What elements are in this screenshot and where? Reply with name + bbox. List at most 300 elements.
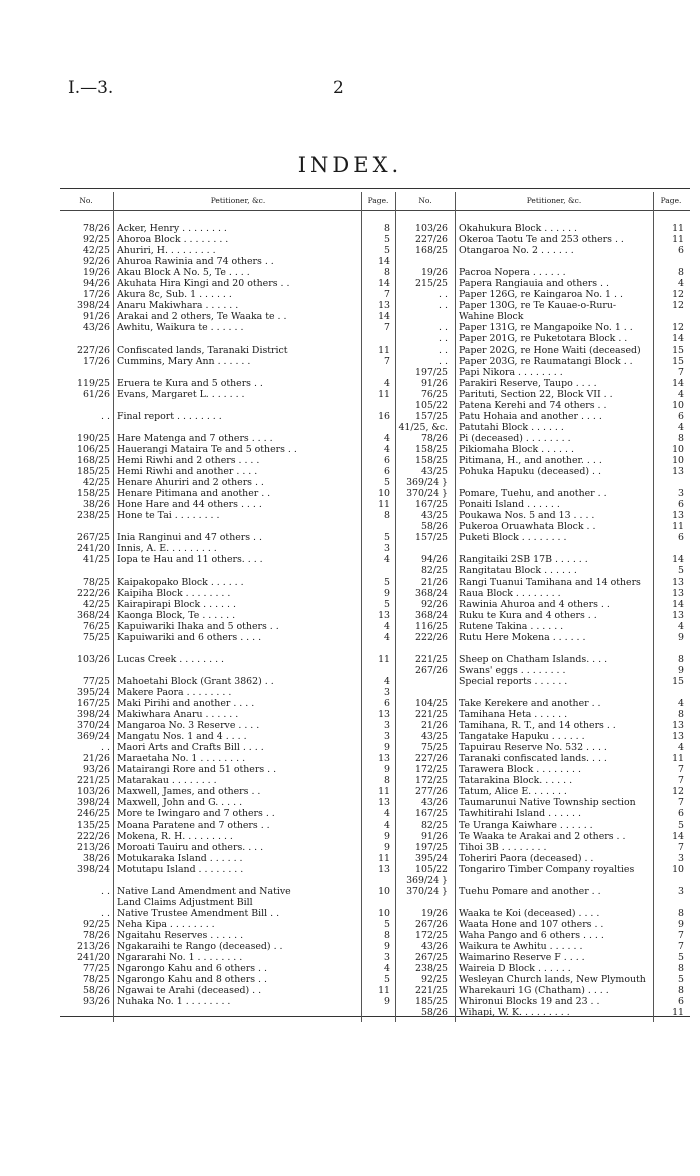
- entry-page: 12: [672, 322, 684, 334]
- entry-number: 221/25: [415, 653, 448, 665]
- index-row: [396, 996, 690, 1007]
- entry-petitioner: Rawinia Ahuroa and 4 others . .: [459, 598, 610, 610]
- index-row: [60, 930, 396, 941]
- index-row: [60, 753, 396, 764]
- entry-petitioner: More te Iwingaro and 7 others . .: [117, 808, 275, 820]
- index-row: [396, 444, 690, 455]
- entry-petitioner: Ngaitahu Reserves . . . . . .: [117, 930, 244, 941]
- entry-page: 3: [678, 488, 684, 500]
- entry-number: . .: [101, 742, 110, 754]
- index-row: [396, 256, 690, 267]
- entry-number: 197/25: [415, 366, 448, 378]
- entry-petitioner: Ahuriri, H. . . . . . . . .: [117, 245, 216, 257]
- entry-petitioner: Henare Pitimana and another . .: [117, 488, 271, 500]
- entry-number: 19/26: [420, 267, 448, 279]
- entry-petitioner: Makiwhara Anaru . . . . . .: [117, 709, 239, 721]
- index-row: [396, 753, 690, 764]
- entry-petitioner: Toheriri Paora (deceased) . .: [459, 852, 594, 864]
- index-row: [60, 356, 396, 367]
- entry-number: 92/26: [82, 256, 110, 268]
- entry-number: 227/26: [77, 344, 110, 356]
- entry-petitioner: Native Trustee Amendment Bill . .: [117, 907, 280, 919]
- entry-page: 13: [672, 466, 684, 478]
- entry-number: 368/24: [415, 587, 448, 599]
- entry-page: 7: [678, 841, 684, 853]
- entry-petitioner: Raua Block . . . . . . . .: [459, 587, 561, 599]
- index-row: [60, 665, 396, 676]
- entry-page: 15: [672, 344, 684, 356]
- entry-number: 167/25: [77, 698, 110, 710]
- entry-petitioner: Taranaki confiscated lands. . . .: [459, 753, 607, 765]
- entry-number: 43/26: [420, 941, 448, 953]
- entry-petitioner: Parakiri Reserve, Taupo . . . .: [459, 377, 597, 389]
- entry-petitioner: Ponaiti Island . . . . . .: [459, 499, 560, 511]
- entry-page: 13: [378, 863, 390, 875]
- entry-number: 185/25: [415, 996, 448, 1008]
- entry-petitioner: Puketi Block . . . . . . . .: [459, 532, 567, 544]
- index-row: [396, 908, 690, 919]
- index-row: [396, 709, 690, 720]
- entry-page: 9: [384, 996, 390, 1008]
- entry-petitioner: Makere Paora . . . . . . . .: [117, 686, 232, 698]
- index-row: [60, 345, 396, 356]
- entry-number: 92/26: [420, 598, 448, 610]
- entry-number: 370/24 }: [406, 488, 448, 500]
- index-row: [396, 543, 690, 554]
- entry-number: 395/24: [415, 852, 448, 864]
- entry-page: 8: [678, 432, 684, 444]
- entry-page: 11: [672, 1007, 684, 1019]
- entry-petitioner: Pi (deceased) . . . . . . . .: [459, 432, 571, 444]
- entry-page: 15: [672, 355, 684, 367]
- index-row: [60, 709, 396, 720]
- index-row: [60, 577, 396, 588]
- entry-petitioner: Hone te Tai . . . . . . . .: [117, 510, 220, 522]
- index-row: [396, 466, 690, 477]
- index-row: [60, 775, 396, 786]
- index-row: [396, 267, 690, 278]
- entry-number: 78/26: [420, 432, 448, 444]
- entry-page: 8: [678, 963, 684, 975]
- entry-page: 14: [672, 830, 684, 842]
- index-row: [396, 333, 690, 344]
- entry-petitioner: Patu Hohaia and another . . . .: [459, 410, 602, 422]
- entry-number: 78/25: [82, 576, 110, 588]
- index-row: [60, 985, 396, 996]
- index-row: [60, 941, 396, 952]
- entry-petitioner: Wahine Block: [459, 311, 524, 323]
- index-row: [396, 654, 690, 665]
- entry-petitioner: Paper 131G, re Mangapoike No. 1 . .: [459, 322, 633, 334]
- entry-number: 369/24: [77, 731, 110, 743]
- entry-number: 21/26: [420, 720, 448, 732]
- entry-petitioner: Kaonga Block, Te . . . . . .: [117, 609, 236, 621]
- entry-number: 395/24: [77, 686, 110, 698]
- index-row: [60, 256, 396, 267]
- entry-number: 398/24: [77, 709, 110, 721]
- entry-petitioner: Take Kerekere and another . .: [459, 698, 601, 710]
- index-row: [60, 875, 396, 886]
- entry-number: 119/25: [77, 377, 110, 389]
- entry-page: 13: [378, 609, 390, 621]
- entry-number: 241/20: [77, 952, 110, 964]
- entry-page: 9: [678, 631, 684, 643]
- entry-number: 227/26: [415, 753, 448, 765]
- entry-page: 13: [378, 300, 390, 312]
- entry-page: 13: [672, 587, 684, 599]
- entry-petitioner: Tangatake Hapuku . . . . . .: [459, 731, 585, 743]
- index-row: [396, 322, 690, 333]
- right-rows: [396, 223, 690, 1018]
- entry-number: 41/25: [82, 554, 110, 566]
- entry-page: 4: [678, 742, 684, 754]
- entry-petitioner: Tongariro Timber Company royalties: [459, 863, 635, 875]
- entry-page: 9: [384, 830, 390, 842]
- entry-page: 4: [384, 963, 390, 975]
- index-row: [60, 687, 396, 698]
- index-row: [396, 775, 690, 786]
- entry-page: 10: [672, 399, 684, 411]
- entry-number: 167/25: [415, 499, 448, 511]
- entry-petitioner: Henare Ahuriri and 2 others . .: [117, 477, 264, 489]
- entry-number: 91/26: [82, 311, 110, 323]
- entry-page: 6: [384, 698, 390, 710]
- entry-number: 82/25: [420, 819, 448, 831]
- index-row: [396, 842, 690, 853]
- entry-number: 19/26: [420, 907, 448, 919]
- entry-page: 7: [678, 930, 684, 941]
- entry-page: 4: [384, 432, 390, 444]
- entry-petitioner: Matarakau . . . . . . . .: [117, 775, 217, 787]
- entry-page: 6: [678, 410, 684, 422]
- entry-page: 5: [678, 565, 684, 577]
- entry-page: 11: [672, 521, 684, 533]
- entry-number: 105/22: [415, 399, 448, 411]
- entry-page: 5: [384, 477, 390, 489]
- entry-page: 7: [678, 764, 684, 776]
- entry-page: 7: [678, 775, 684, 787]
- entry-page: 4: [678, 620, 684, 632]
- entry-number: 61/26: [82, 388, 110, 400]
- entry-number: 41/25, &c.: [398, 421, 448, 433]
- entry-petitioner: Tatum, Alice E. . . . . . .: [459, 786, 567, 798]
- entry-number: 42/25: [82, 598, 110, 610]
- index-row: [60, 245, 396, 256]
- entry-petitioner: Acker, Henry . . . . . . . .: [117, 223, 227, 234]
- entry-petitioner: Motukaraka Island . . . . . .: [117, 852, 243, 864]
- entry-page: 3: [384, 686, 390, 698]
- entry-petitioner: Awhitu, Waikura te . . . . . .: [117, 322, 244, 334]
- entry-number: 370/24 }: [406, 885, 448, 897]
- entry-number: 190/25: [77, 432, 110, 444]
- entry-number: 167/25: [415, 808, 448, 820]
- index-row: [60, 808, 396, 819]
- index-row: [396, 963, 690, 974]
- entry-petitioner: Waaka te Koi (deceased) . . . .: [459, 907, 600, 919]
- index-row: [396, 311, 690, 322]
- entry-petitioner: Mangaroa No. 3 Reserve . . . .: [117, 720, 260, 732]
- entry-petitioner: Ruku te Kura and 4 others . .: [459, 609, 597, 621]
- entry-petitioner: Final report . . . . . . . .: [117, 410, 222, 422]
- entry-number: 221/25: [415, 709, 448, 721]
- entry-page: 10: [378, 907, 390, 919]
- entry-number: 227/26: [415, 234, 448, 246]
- index-row: [60, 886, 396, 897]
- entry-petitioner: Paper 126G, re Kaingaroa No. 1 . .: [459, 289, 623, 301]
- index-row: [396, 698, 690, 709]
- entry-number: 158/25: [415, 443, 448, 455]
- entry-number: 104/25: [415, 698, 448, 710]
- entry-number: 221/25: [415, 985, 448, 997]
- index-row: [396, 411, 690, 422]
- entry-page: 7: [678, 941, 684, 953]
- entry-number: 76/25: [420, 388, 448, 400]
- entry-number: . .: [101, 907, 110, 919]
- entry-petitioner: Eruera te Kura and 5 others . .: [117, 377, 263, 389]
- entry-number: 76/25: [82, 620, 110, 632]
- page-title: INDEX.: [297, 153, 403, 177]
- entry-petitioner: Pukeroa Oruawhata Block . .: [459, 521, 596, 533]
- entry-number: 172/25: [415, 764, 448, 776]
- index-row: [60, 311, 396, 322]
- entry-page: 13: [378, 753, 390, 765]
- page-number: 2: [333, 78, 344, 98]
- entry-page: 8: [678, 653, 684, 665]
- right-column-block: [396, 192, 690, 1022]
- entry-number: . .: [439, 322, 448, 334]
- index-row: [60, 764, 396, 775]
- index-row: [60, 488, 396, 499]
- entry-petitioner: Waireia D Block . . . . . .: [459, 963, 571, 975]
- index-row: [60, 267, 396, 278]
- entry-petitioner: Otangaroa No. 2 . . . . . .: [459, 245, 574, 257]
- entry-page: 9: [678, 918, 684, 930]
- entry-petitioner: Kaipakopako Block . . . . . .: [117, 576, 244, 588]
- entry-petitioner: Pitimana, H., and another. . . .: [459, 454, 602, 466]
- index-row: [60, 333, 396, 344]
- top-rule: [60, 188, 690, 189]
- entry-petitioner: Hauerangi Mataira Te and 5 others . .: [117, 443, 297, 455]
- entry-petitioner: Kaipiha Block . . . . . . . .: [117, 587, 231, 599]
- index-row: [60, 223, 396, 234]
- entry-page: 12: [672, 786, 684, 798]
- entry-petitioner: Tawhitirahi Island . . . . . .: [459, 808, 581, 820]
- entry-number: 103/26: [77, 653, 110, 665]
- entry-petitioner: Ahoroa Block . . . . . . . .: [117, 234, 229, 246]
- entry-petitioner: Hemi Riwhi and 2 others . . . .: [117, 454, 260, 466]
- entry-page: 4: [678, 421, 684, 433]
- index-row: [60, 565, 396, 576]
- entry-petitioner: Kapuiwariki and 6 others . . . .: [117, 631, 262, 643]
- entry-page: 11: [378, 653, 390, 665]
- entry-petitioner: Akuhata Hira Kingi and 20 others . .: [117, 278, 290, 290]
- entry-page: 6: [678, 808, 684, 820]
- entry-petitioner: Anaru Makiwhara . . . . . .: [117, 300, 239, 312]
- entry-petitioner: Tamihana, R. T., and 14 others . .: [459, 720, 616, 732]
- entry-page: 6: [384, 466, 390, 478]
- index-row: [60, 797, 396, 808]
- entry-petitioner: Ngawai te Arahi (deceased) . .: [117, 985, 262, 997]
- index-row: [396, 245, 690, 256]
- entry-number: 368/24: [77, 609, 110, 621]
- index-table: [60, 192, 690, 1022]
- entry-petitioner: Hone Hare and 44 others . . . .: [117, 499, 262, 511]
- index-row: [60, 842, 396, 853]
- entry-petitioner: Ngararahi No. 1 . . . . . . . .: [117, 952, 243, 964]
- entry-page: 11: [378, 499, 390, 511]
- entry-page: 14: [672, 333, 684, 345]
- entry-number: . .: [439, 300, 448, 312]
- entry-page: 10: [378, 885, 390, 897]
- entry-number: 78/26: [82, 223, 110, 234]
- entry-number: 221/25: [77, 775, 110, 787]
- index-row: [396, 665, 690, 676]
- entry-petitioner: Patutahi Block . . . . . .: [459, 421, 564, 433]
- index-row: [396, 720, 690, 731]
- entry-petitioner: Neha Kipa . . . . . . . .: [117, 918, 215, 930]
- index-row: [60, 400, 396, 411]
- entry-number: . .: [439, 355, 448, 367]
- index-row: [396, 621, 690, 632]
- entry-page: 6: [678, 532, 684, 544]
- entry-number: 157/25: [415, 410, 448, 422]
- col-head-no: No.: [79, 196, 93, 205]
- entry-page: 12: [672, 300, 684, 312]
- entry-petitioner: Maki Pirihi and another . . . .: [117, 698, 255, 710]
- entry-page: 12: [672, 289, 684, 301]
- entry-petitioner: Rutene Takina . . . . . .: [459, 620, 564, 632]
- entry-page: 11: [378, 852, 390, 864]
- entry-petitioner: Kapuiwariki Ihaka and 5 others . .: [117, 620, 279, 632]
- entry-petitioner: Inia Ranginui and 47 others . .: [117, 532, 262, 544]
- index-row: [60, 974, 396, 985]
- index-row: [396, 897, 690, 908]
- index-row: [396, 610, 690, 621]
- entry-number: 241/20: [77, 543, 110, 555]
- entry-number: 77/25: [82, 675, 110, 687]
- entry-number: 267/25: [415, 952, 448, 964]
- entry-number: 43/26: [420, 797, 448, 809]
- index-row: [60, 389, 396, 400]
- entry-petitioner: Tarawera Block . . . . . . . .: [459, 764, 581, 776]
- index-row: [396, 599, 690, 610]
- col-head-no: No.: [418, 196, 432, 205]
- index-row: [396, 985, 690, 996]
- entry-page: 6: [678, 499, 684, 511]
- entry-petitioner: Tuehu Pomare and another . .: [459, 885, 601, 897]
- entry-page: 8: [384, 930, 390, 941]
- entry-page: 9: [384, 742, 390, 754]
- entry-page: 8: [678, 985, 684, 997]
- entry-page: 9: [384, 941, 390, 953]
- index-row: [396, 477, 690, 488]
- entry-petitioner: Kairapirapi Block . . . . . .: [117, 598, 236, 610]
- index-row: [396, 554, 690, 565]
- entry-page: 6: [678, 996, 684, 1008]
- entry-petitioner: Swans' eggs . . . . . . . .: [459, 664, 566, 676]
- entry-petitioner: Nuhaka No. 1 . . . . . . . .: [117, 996, 231, 1008]
- entry-page: 10: [378, 488, 390, 500]
- index-row: [396, 488, 690, 499]
- entry-number: 157/25: [415, 532, 448, 544]
- entry-page: 7: [678, 366, 684, 378]
- entry-number: 215/25: [415, 278, 448, 290]
- entry-petitioner: Mahoetahi Block (Grant 3862) . .: [117, 675, 274, 687]
- col-head-petitioner: Petitioner, &c.: [210, 196, 266, 205]
- entry-petitioner: Rangi Tuanui Tamihana and 14 others: [459, 576, 641, 588]
- index-row: [60, 698, 396, 709]
- index-row: [396, 919, 690, 930]
- index-row: [60, 908, 396, 919]
- header-rule: [396, 210, 690, 211]
- entry-page: 4: [678, 278, 684, 290]
- entry-petitioner: Okahukura Block . . . . . .: [459, 223, 578, 234]
- index-row: [396, 400, 690, 411]
- entry-number: 94/26: [420, 554, 448, 566]
- entry-petitioner: Rangitatau Block . . . . . .: [459, 565, 577, 577]
- entry-number: 43/25: [420, 510, 448, 522]
- entry-petitioner: Native Land Amendment and Native: [117, 885, 291, 897]
- entry-page: 4: [384, 620, 390, 632]
- entry-number: . .: [101, 410, 110, 422]
- entry-number: 92/25: [420, 974, 448, 986]
- index-row: [60, 510, 396, 521]
- entry-petitioner: Land Claims Adjustment Bill: [117, 896, 253, 908]
- col-head-page: Page.: [367, 196, 389, 205]
- entry-number: 93/26: [82, 996, 110, 1008]
- entry-number: 197/25: [415, 841, 448, 853]
- entry-number: 21/26: [82, 753, 110, 765]
- index-row: [60, 477, 396, 488]
- col-head-page: Page.: [660, 196, 682, 205]
- entry-number: 222/26: [77, 830, 110, 842]
- entry-number: 38/26: [82, 499, 110, 511]
- entry-number: 43/25: [420, 466, 448, 478]
- entry-page: 3: [384, 952, 390, 964]
- entry-petitioner: Wesleyan Church lands, New Plymouth: [459, 974, 646, 986]
- entry-petitioner: Moana Paratene and 7 others . .: [117, 819, 270, 831]
- index-row: [60, 610, 396, 621]
- entry-number: 267/26: [415, 918, 448, 930]
- document-reference: I.—3.: [68, 78, 114, 98]
- index-row: [396, 532, 690, 543]
- index-row: [396, 565, 690, 576]
- entry-petitioner: Wharekauri 1G (Chatham) . . . .: [459, 985, 609, 997]
- entry-page: 5: [384, 598, 390, 610]
- index-row: [60, 720, 396, 731]
- entry-petitioner: Pohuka Hapuku (deceased) . .: [459, 466, 601, 478]
- index-row: [60, 422, 396, 433]
- entry-petitioner: Maraetaha No. 1 . . . . . . . .: [117, 753, 246, 765]
- entry-petitioner: Waikura te Awhitu . . . . . .: [459, 941, 583, 953]
- index-row: [396, 808, 690, 819]
- entry-petitioner: Arakai and 2 others, Te Waaka te . .: [117, 311, 287, 323]
- entry-page: 4: [384, 377, 390, 389]
- index-row: [396, 643, 690, 654]
- entry-petitioner: Paper 201G, re Puketotara Block . .: [459, 333, 628, 345]
- entry-page: 13: [672, 576, 684, 588]
- entry-number: 75/25: [82, 631, 110, 643]
- index-row: [60, 654, 396, 665]
- entry-petitioner: Whironui Blocks 19 and 23 . .: [459, 996, 600, 1008]
- entry-number: 38/26: [82, 852, 110, 864]
- entry-page: 9: [678, 664, 684, 676]
- index-row: [60, 621, 396, 632]
- entry-page: 8: [678, 907, 684, 919]
- entry-page: 13: [672, 609, 684, 621]
- left-column-block: [60, 192, 396, 1022]
- index-row: [60, 411, 396, 422]
